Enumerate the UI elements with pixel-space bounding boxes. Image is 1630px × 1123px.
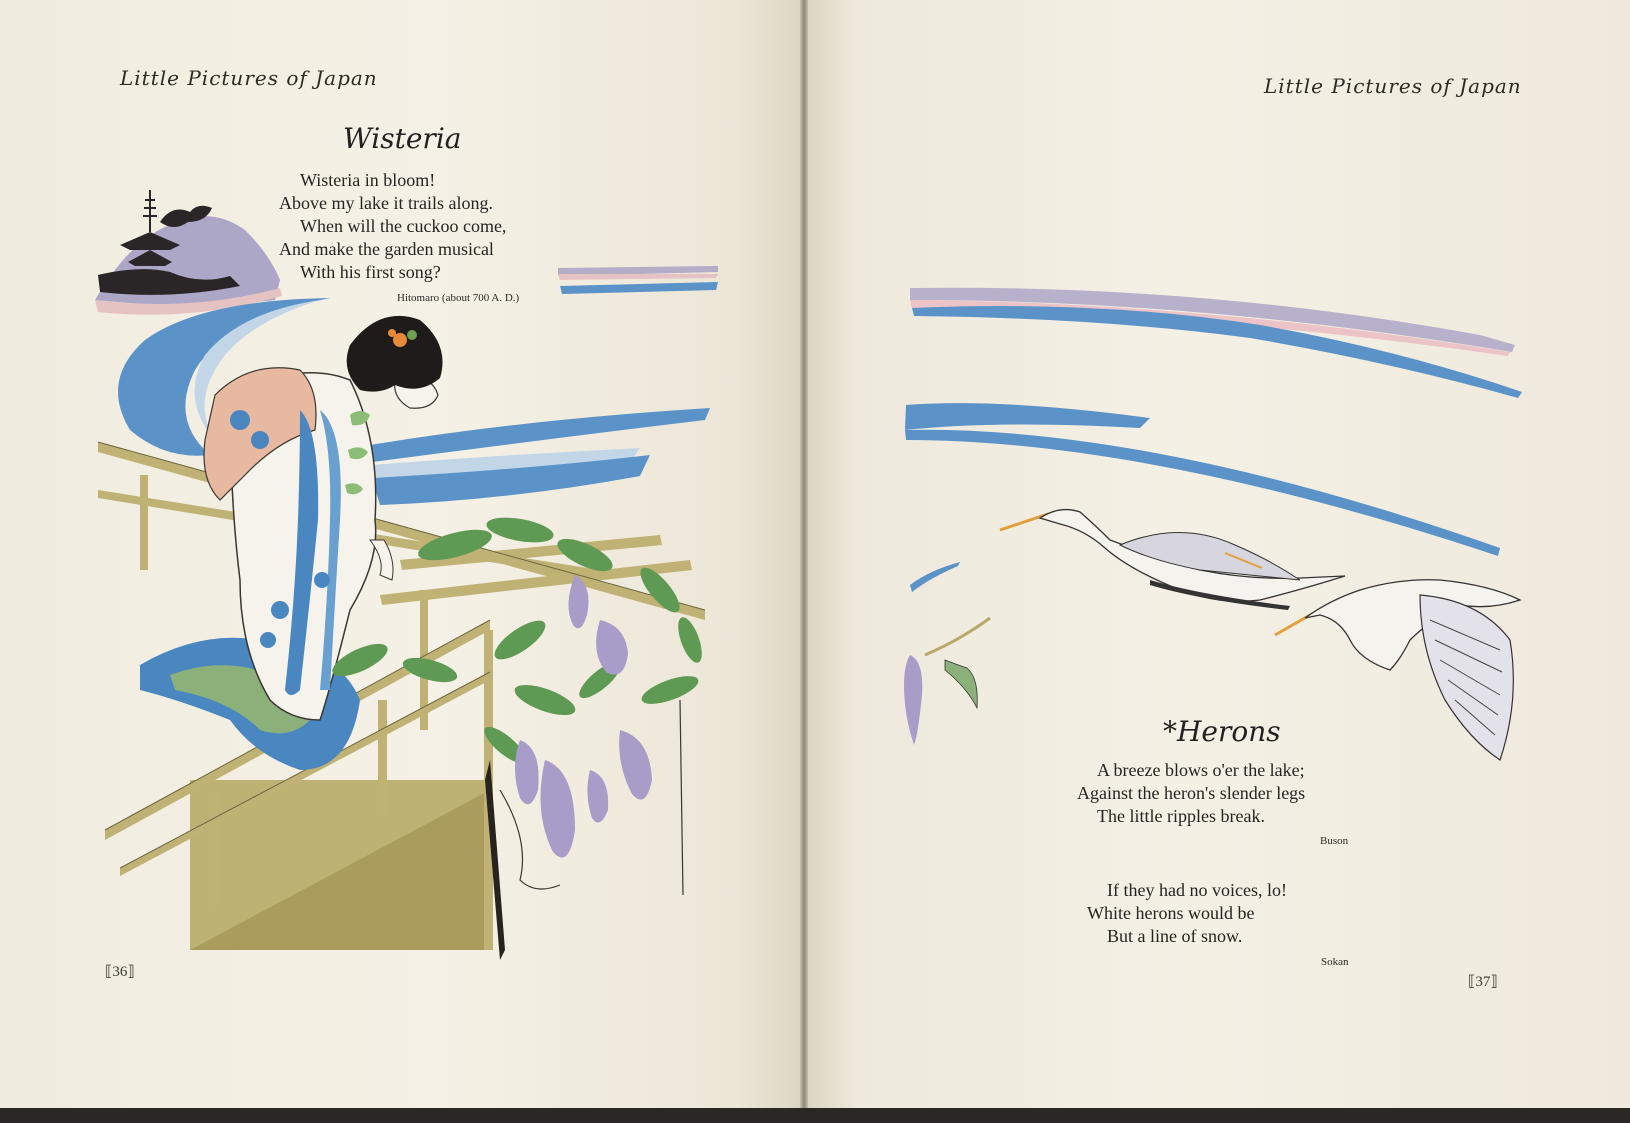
- wisteria-author: Hitomaro (about 700 A. D.): [397, 292, 520, 304]
- pagoda-hill-illustration: [95, 190, 282, 315]
- wisteria-line-5: With his first song?: [300, 262, 441, 282]
- herons-poem2-line-3: But a line of snow.: [1107, 926, 1243, 946]
- left-page-number: ⟦36⟧: [105, 964, 135, 980]
- herons-poem2-line-2: White herons would be: [1087, 903, 1255, 923]
- heron-illustration-2: [1275, 580, 1520, 760]
- small-wisteria-sprig: [904, 618, 990, 745]
- wisteria-line-4: And make the garden musical: [279, 239, 494, 259]
- wisteria-line-1: Wisteria in bloom!: [300, 170, 436, 190]
- right-running-head: Little Pictures of Japan: [1264, 74, 1522, 98]
- herons-poem1-line-2: Against the heron's slender legs: [1077, 783, 1306, 803]
- wisteria-line-2: Above my lake it trails along.: [279, 193, 493, 213]
- herons-poem2-line-1: If they had no voices, lo!: [1107, 880, 1287, 900]
- herons-poem2-author: Sokan: [1321, 956, 1349, 968]
- heron-illustration-1: [1000, 510, 1345, 610]
- herons-title: *Herons: [1163, 715, 1281, 748]
- left-running-head: Little Pictures of Japan: [120, 66, 378, 90]
- herons-poem1-line-3: The little ripples break.: [1097, 806, 1265, 826]
- wisteria-line-3: When will the cuckoo come,: [300, 216, 507, 236]
- herons-poem1-author: Buson: [1320, 835, 1349, 847]
- wisteria-title: Wisteria: [343, 122, 462, 155]
- herons-poem1-line-1: A breeze blows o'er the lake;: [1097, 760, 1305, 780]
- right-page-number: ⟦37⟧: [1468, 974, 1498, 990]
